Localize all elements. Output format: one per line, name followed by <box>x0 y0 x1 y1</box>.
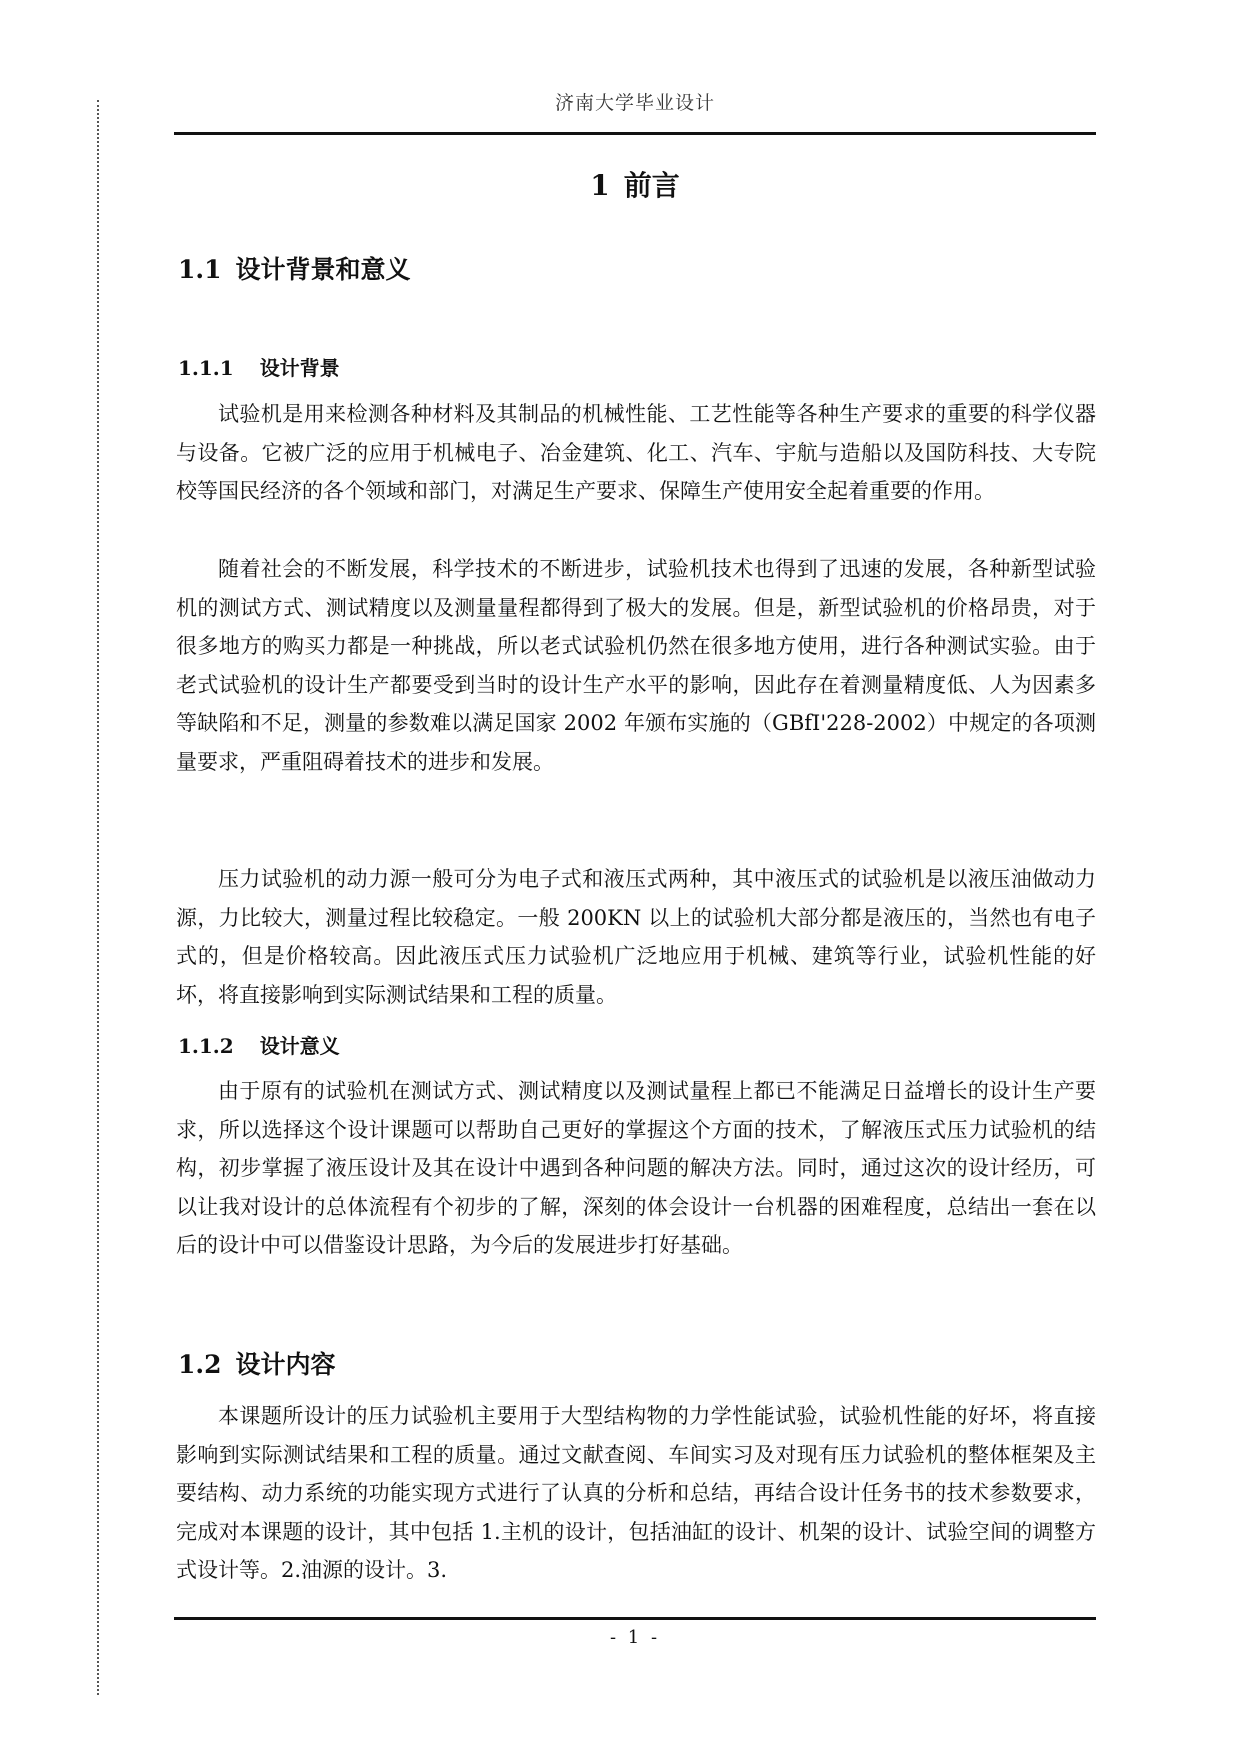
subsection-heading-1-1-2 <box>178 1030 340 1059</box>
subsection-number: 1.1.1 <box>178 356 234 380</box>
subsection-title: 设计背景 <box>259 356 340 380</box>
header-rule <box>174 132 1096 135</box>
paragraph: 本课题所设计的压力试验机主要用于大型结构物的力学性能试验，试验机性能的好坏，将直接影响到实际测试结果和工程的质量。通过文献查阅、车间实习及对现有压力试验机的整体框架及主要结构、动力系统的功能实现方式进行了认真的分析和总结，再结合设计任务书的技术参数要求，完成对本课题的设计，其中包括 1.主机的设计，包括油缸的设计、机架的设计、试验空间的调整方式设计等。2.油源的设计。3. <box>176 1404 1096 1582</box>
paragraph: 试验机是用来检测各种材料及其制品的机械性能、工艺性能等各种生产要求的重要的科学仪器与设备。它被广泛的应用于机械电子、冶金建筑、化工、汽车、宇航与造船以及国防科技、大专院校等国民经济的各个领域和部门，对满足生产要求、保障生产使用安全起着重要的作用。 <box>176 402 1096 503</box>
section-number: 1.1 <box>178 255 222 284</box>
subsection-number: 1.1.2 <box>178 1034 234 1058</box>
chapter-number: 1 <box>590 169 610 202</box>
section-heading-1-1 <box>178 250 411 286</box>
chapter-title <box>174 164 1096 204</box>
section-number: 1.2 <box>178 1350 222 1379</box>
footer-rule <box>174 1617 1096 1620</box>
subsection-heading-1-1-1 <box>178 352 340 381</box>
chapter-title-text: 前言 <box>623 169 680 202</box>
section-title: 设计内容 <box>235 1350 336 1379</box>
page-number: - 1 - <box>609 1627 661 1648</box>
subsection-title: 设计意义 <box>259 1034 340 1058</box>
paragraph: 随着社会的不断发展，科学技术的不断进步，试验机技术也得到了迅速的发展，各种新型试验机的测试方式、测试精度以及测量量程都得到了极大的发展。但是，新型试验机的价格昂贵，对于很多地方的购买力都是一种挑战，所以老式试验机仍然在很多地方使用，进行各种测试实验。由于老式试验机的设计生产都要受到当时的设计生产水平的影响，因此存在着测量精度低、人为因素多等缺陷和不足，测量的参数难以满足国家 2002 年颁布实施的（GBfI'228-2002）中规定的各项测量要求，严重阻碍着技术的进步和发展。 <box>176 557 1096 774</box>
paragraph: 压力试验机的动力源一般可分为电子式和液压式两种，其中液压式的试验机是以液压油做动力源，力比较大，测量过程比较稳定。一般 200KN 以上的试验机大部分都是液压的，当然也有电子式的，但是价格较高。因此液压式压力试验机广泛地应用于机械、建筑等行业，试验机性能的好坏，将直接影响到实际测试结果和工程的质量。 <box>176 867 1096 1007</box>
section-heading-1-2 <box>178 1345 336 1381</box>
paragraph: 由于原有的试验机在测试方式、测试精度以及测试量程上都已不能满足日益增长的设计生产要求，所以选择这个设计课题可以帮助自己更好的掌握这个方面的技术，了解液压式压力试验机的结构，初步掌握了液压设计及其在设计中遇到各种问题的解决方法。同时，通过这次的设计经历，可以让我对设计的总体流程有个初步的了解，深刻的体会设计一台机器的困难程度，总结出一套在以后的设计中可以借鉴设计思路，为今后的发展进步打好基础。 <box>176 1079 1096 1257</box>
binding-dotted-line <box>97 100 99 1695</box>
running-header: 济南大学毕业设计 <box>554 92 715 114</box>
section-title: 设计背景和意义 <box>235 255 411 284</box>
